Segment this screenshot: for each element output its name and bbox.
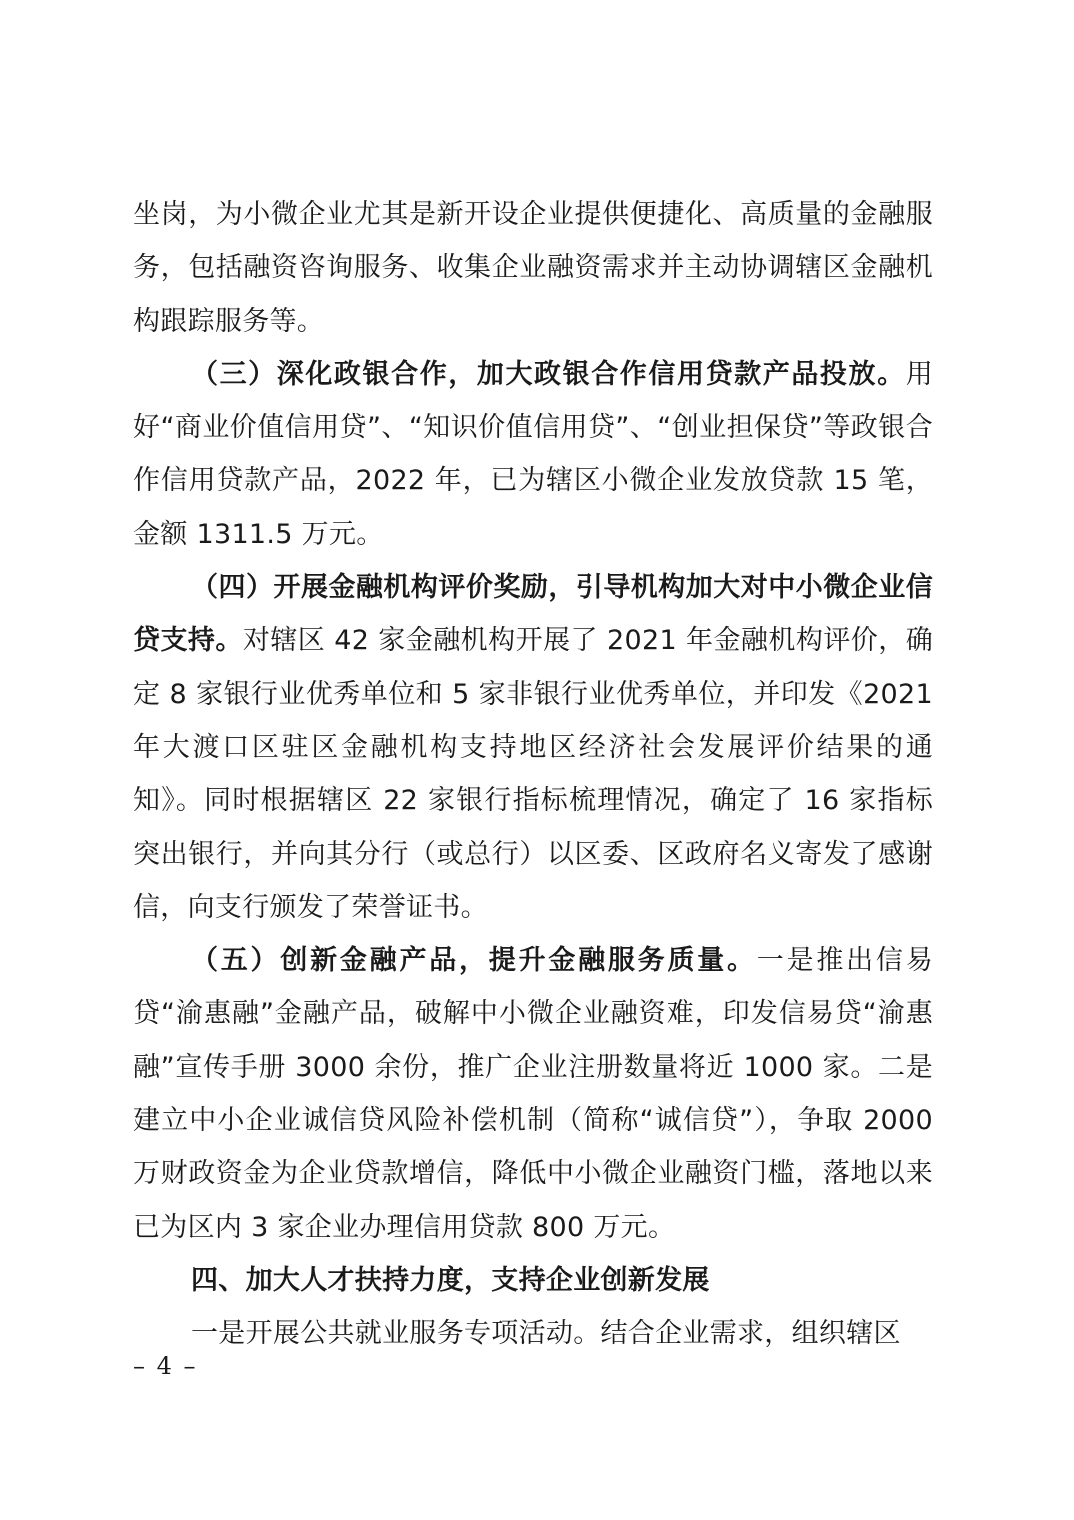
paragraph-text: 对辖区 42 家金融机构开展了 2021 年金融机构评价，确定 8 家银行业优秀单位和 5 家非银行业优秀单位，并印发《2021 年大渡口区驻区金融机构支持地区经济社会发展评价结果的通知》。同时根据辖区 22 家银行指标梳理情况，确定了 16 家指标突出银行，并向其分行（或总行）以区委、区政府名义寄发了感谢信，向支行颁发了荣誉证书。: [133, 625, 933, 923]
paragraph-employment-services: 一是开展公共就业服务专项活动。结合企业需求，组织辖区: [191, 1318, 901, 1350]
paragraph-text: 用好“商业价值信用贷”、“知识价值信用贷”、“创业担保贷”等政银合作信用贷款产品，2022 年，已为辖区小微企业发放贷款 15 笔，金额 1311.5 万元。: [133, 358, 933, 550]
section-heading: 四、加大人才扶持力度，支持企业创新发展: [191, 1264, 710, 1296]
paragraph-policy-credit: [133, 348, 933, 561]
paragraph-text: 一是推出信易贷“渝惠融”金融产品，破解中小微企业融资难，印发信易贷“渝惠融”宣传手册 3000 余份，推广企业注册数量将近 1000 家。二是建立中小企业诚信贷风险补偿机制（简称“诚信贷”），争取 2000 万财政资金为企业贷款增信，降低中小微企业融资门槛，落地以来已为区内 3 家企业办理信用贷款 800 万元。: [133, 945, 933, 1243]
paragraph-lead: （四）开展金融机构评价奖励，引导机构加大对中小微企业信贷支持。: [133, 572, 933, 657]
paragraph-lead: （三）深化政银合作，加大政银合作信用贷款产品投放。: [191, 358, 906, 390]
paragraph-financial-products: [133, 934, 933, 1254]
body-text: [133, 188, 933, 1361]
paragraph-continuation: [133, 188, 933, 348]
paragraph-lead: （五）创新金融产品，提升金融服务质量。: [191, 945, 757, 977]
paragraph-text: 坐岗，为小微企业尤其是新开设企业提供便捷化、高质量的金融服务，包括融资咨询服务、收集企业融资需求并主动协调辖区金融机构跟踪服务等。: [133, 199, 933, 337]
page-number: – 4 –: [133, 1352, 198, 1380]
paragraph-institution-evaluation: [133, 561, 933, 934]
